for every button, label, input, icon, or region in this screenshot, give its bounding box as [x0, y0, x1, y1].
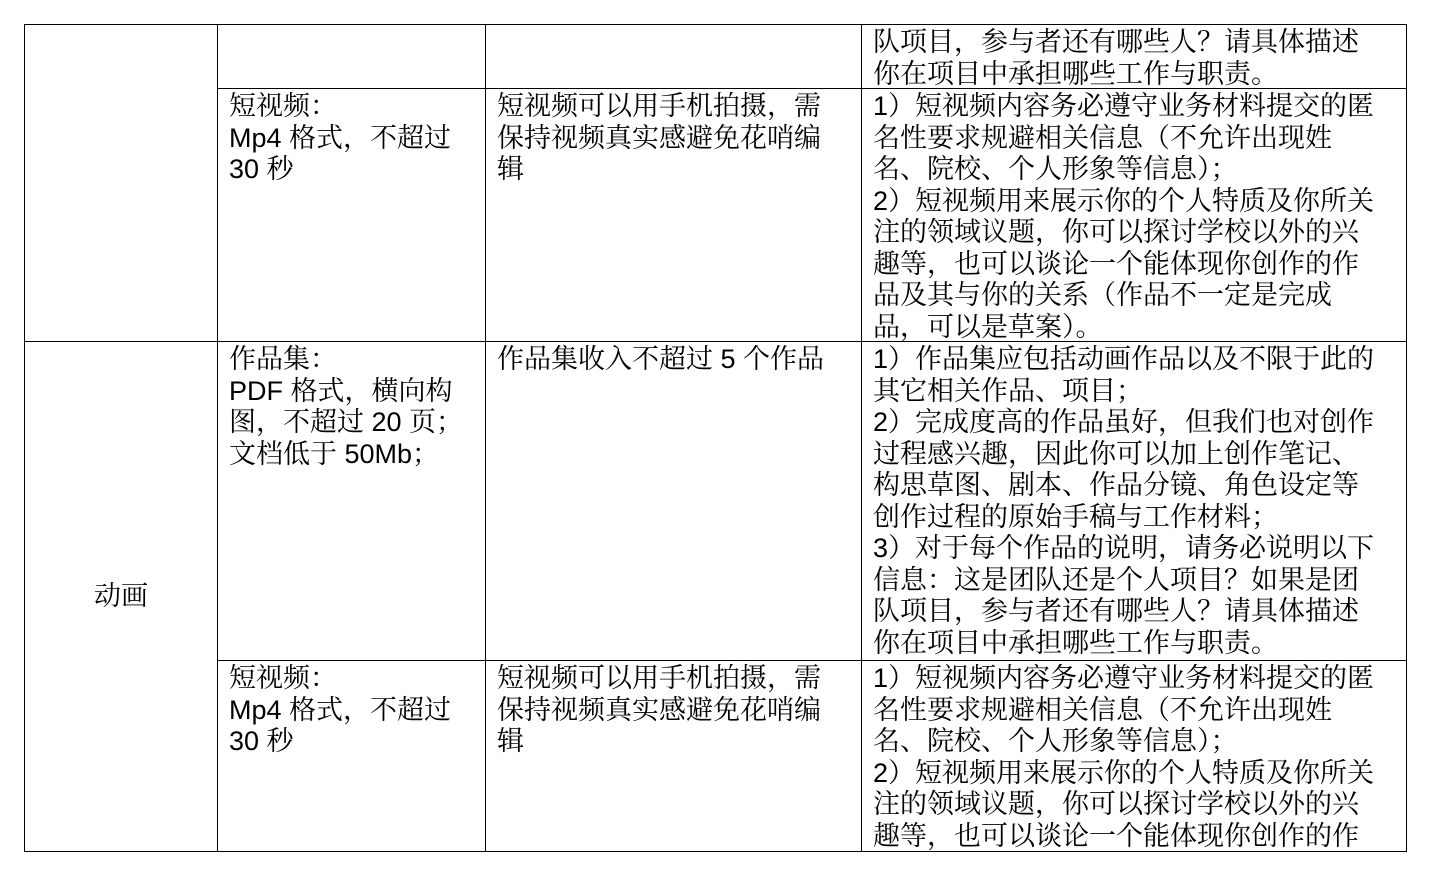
text-line: 注的领域议题，你可以探讨学校以外的兴	[873, 217, 1359, 247]
text-line: 短视频可以用手机拍摄，需	[497, 91, 821, 121]
text-line: 短视频：	[229, 91, 337, 121]
text-line: PDF 格式，横向构	[229, 375, 453, 406]
category-cell-empty	[25, 25, 217, 341]
text-line: 其它相关作品、项目；	[873, 375, 1143, 406]
text-line: 队项目，参与者还有哪些人？请具体描述	[873, 596, 1359, 626]
requirements-cell	[862, 89, 1406, 341]
text-line: 保持视频真实感避免花哨编	[497, 694, 821, 725]
text-line: 30 秒	[229, 726, 294, 756]
requirements-cell	[862, 661, 1406, 851]
text-line: 1）短视频内容务必遵守业务材料提交的匿	[873, 91, 1375, 121]
category-cell	[25, 342, 217, 851]
text-line: 趣等，也可以谈论一个能体现你创作的作	[873, 820, 1359, 851]
text-line: 品及其与你的关系（作品不一定是完成	[873, 280, 1332, 310]
text-line: 信息：这是团队还是个人项目？如果是团	[873, 564, 1359, 595]
text-line: 名性要求规避相关信息（不允许出现姓	[873, 122, 1332, 153]
text-line: 作品集：	[229, 344, 337, 374]
text-line: 队项目，参与者还有哪些人？请具体描述	[873, 27, 1359, 57]
note-cell-empty	[486, 25, 861, 88]
text-line: Mp4 格式，不超过	[229, 694, 452, 725]
material-cell	[218, 661, 485, 851]
note-cell	[486, 661, 861, 851]
text-line: 辑	[497, 726, 524, 756]
material-cell-empty	[218, 25, 485, 88]
text-line: 你在项目中承担哪些工作与职责。	[873, 627, 1278, 658]
text-line: 保持视频真实感避免花哨编	[497, 122, 821, 153]
text-line: 2）短视频用来展示你的个人特质及你所关	[873, 757, 1375, 788]
note-cell	[486, 342, 861, 660]
text-line: 品，可以是草案）。	[873, 311, 1103, 341]
text-line: 2）完成度高的作品虽好，但我们也对创作	[873, 407, 1375, 437]
text-line: 创作过程的原始手稿与工作材料；	[873, 501, 1278, 532]
text-line: 辑	[497, 154, 524, 184]
text-line: 短视频可以用手机拍摄，需	[497, 663, 821, 693]
text-line: 短视频：	[229, 663, 337, 693]
text-line: 图，不超过 20 页；	[229, 407, 464, 437]
text-line: 注的领域议题，你可以探讨学校以外的兴	[873, 789, 1359, 819]
requirements-table	[24, 24, 1407, 852]
text-line: 30 秒	[229, 154, 294, 184]
text-line: 3）对于每个作品的说明，请务必说明以下	[873, 533, 1375, 563]
requirements-cell	[862, 25, 1406, 88]
text-line: 文档低于 50Mb；	[229, 438, 440, 469]
text-line: 趣等，也可以谈论一个能体现你创作的作	[873, 248, 1359, 279]
note-cell	[486, 89, 861, 341]
text-line: 作品集收入不超过 5 个作品	[497, 344, 825, 374]
text-line: 名、院校、个人形象等信息）；	[873, 154, 1238, 184]
text-line: 过程感兴趣，因此你可以加上创作笔记、	[873, 438, 1359, 469]
text-line: 2）短视频用来展示你的个人特质及你所关	[873, 185, 1375, 216]
material-cell	[218, 342, 485, 660]
text-line: 1）作品集应包括动画作品以及不限于此的	[873, 344, 1375, 374]
text-line: 1）短视频内容务必遵守业务材料提交的匿	[873, 663, 1375, 693]
text-line: 名性要求规避相关信息（不允许出现姓	[873, 694, 1332, 725]
material-cell	[218, 89, 485, 341]
requirements-cell	[862, 342, 1406, 660]
text-line: 构思草图、剧本、作品分镜、角色设定等	[873, 470, 1359, 500]
text-line: Mp4 格式，不超过	[229, 122, 452, 153]
text-line: 你在项目中承担哪些工作与职责。	[873, 58, 1278, 88]
text-line: 名、院校、个人形象等信息）；	[873, 726, 1238, 756]
category-label: 动画	[94, 580, 148, 611]
